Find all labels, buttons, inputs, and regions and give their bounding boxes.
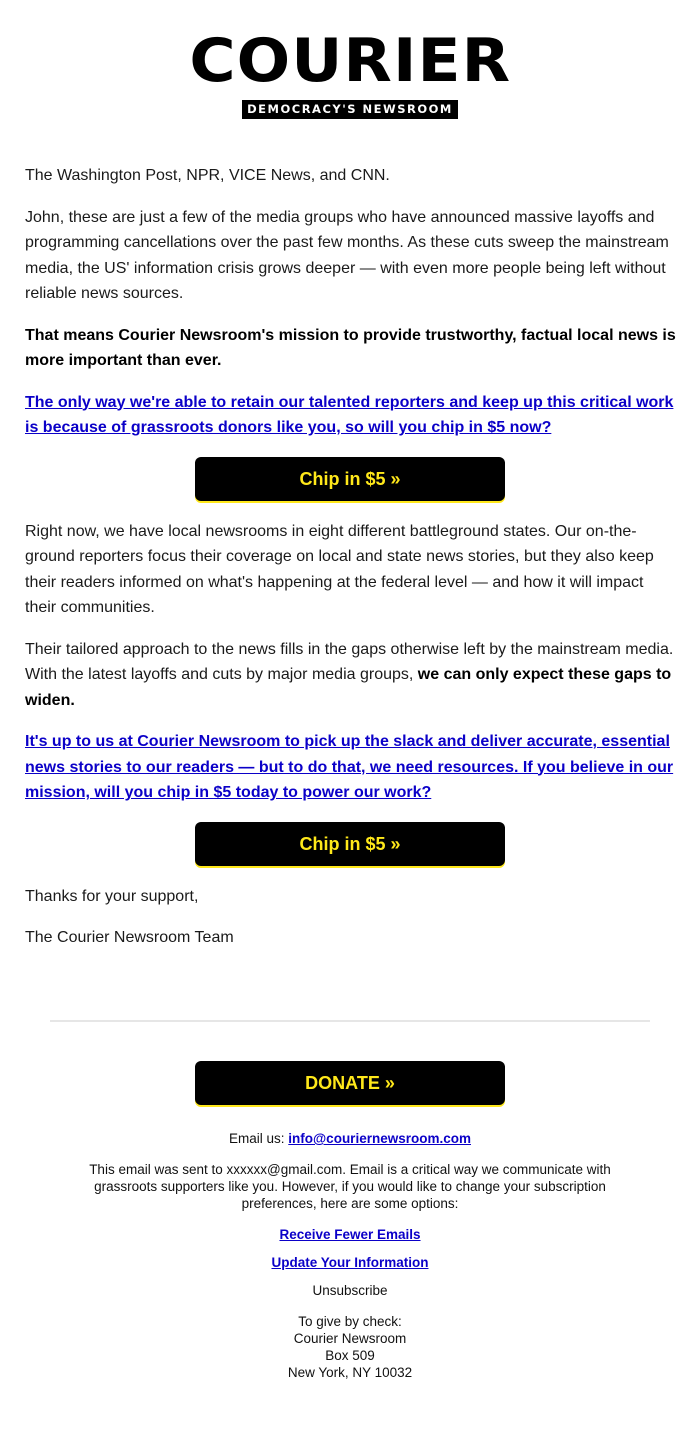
email-label: Email us: [229, 1131, 289, 1146]
thanks-text: Thanks for your support, [25, 887, 199, 905]
subscription-notice: This email was sent to xxxxxx@gmail.com. Email is a critical way we communicate with grassroots supporters like you. However, if you would like to change your subscription preferences, here are some options: [89, 1162, 611, 1211]
chip-in-button-1[interactable]: Chip in $5 » [195, 457, 505, 501]
email-body [25, 163, 677, 967]
signature-text: The Courier Newsroom Team [25, 929, 234, 946]
email-footer [0, 1061, 700, 1381]
check-box: Box 509 [325, 1348, 375, 1363]
gaps-text: Their tailored approach to the news fills in the gaps otherwise left by the mainstream media. With the latest layoffs and cuts by major media groups, [25, 640, 674, 683]
header-logo [0, 26, 700, 119]
update-information-link[interactable]: Update Your Information [271, 1255, 429, 1270]
check-city: New York, NY 10032 [287, 1365, 413, 1380]
check-label: To give by check: [298, 1314, 402, 1329]
gaps-bold-text: we can only expect these gaps to widen. [25, 666, 672, 709]
mission-paragraph: That means Courier Newsroom's mission to provide trustworthy, factual local news is more important than ever. [25, 326, 676, 369]
check-organization: Courier Newsroom [293, 1331, 407, 1346]
gaps-paragraph [25, 637, 677, 714]
layoffs-paragraph: John, these are just a few of the media groups who have announced massive layoffs and programming cancellations over the past few months. As these cuts sweep the mainstream media, the US' information crisis grows deeper — with even more people being left without reliable news sources. [25, 208, 669, 302]
receive-fewer-emails-link[interactable]: Receive Fewer Emails [279, 1227, 421, 1242]
check-address [0, 1313, 700, 1381]
donate-link-1[interactable]: The only way we're able to retain our talented reporters and keep up this critical work is because of grassroots donors like you, so will you chip in $5 now? [25, 393, 674, 436]
unsubscribe-link[interactable]: Unsubscribe [312, 1283, 388, 1298]
contact-email-link[interactable]: info@couriernewsroom.com [288, 1131, 471, 1146]
email-contact [0, 1130, 700, 1147]
logo-wordmark: COURIER [189, 26, 511, 96]
donate-link-2[interactable]: It's up to us at Courier Newsroom to pick up the slack and deliver accurate, essential news stories to our readers — but to do that, we need resources. If you believe in our mission, will you chip in $5 today to power our work? [25, 733, 674, 801]
chip-in-button-2[interactable]: Chip in $5 » [195, 822, 505, 866]
newsrooms-paragraph: Right now, we have local newsrooms in eight different battleground states. Our on-the-ground reporters focus their coverage on local and state news stories, but they also keep their readers informed on what's happening at the federal level — and how it will impact their communities. [25, 522, 654, 616]
footer-divider [50, 1020, 650, 1022]
intro-paragraph: The Washington Post, NPR, VICE News, and CNN. [25, 167, 390, 184]
donate-button[interactable]: DONATE » [195, 1061, 505, 1105]
logo-tagline: DEMOCRACY'S NEWSROOM [242, 100, 458, 119]
